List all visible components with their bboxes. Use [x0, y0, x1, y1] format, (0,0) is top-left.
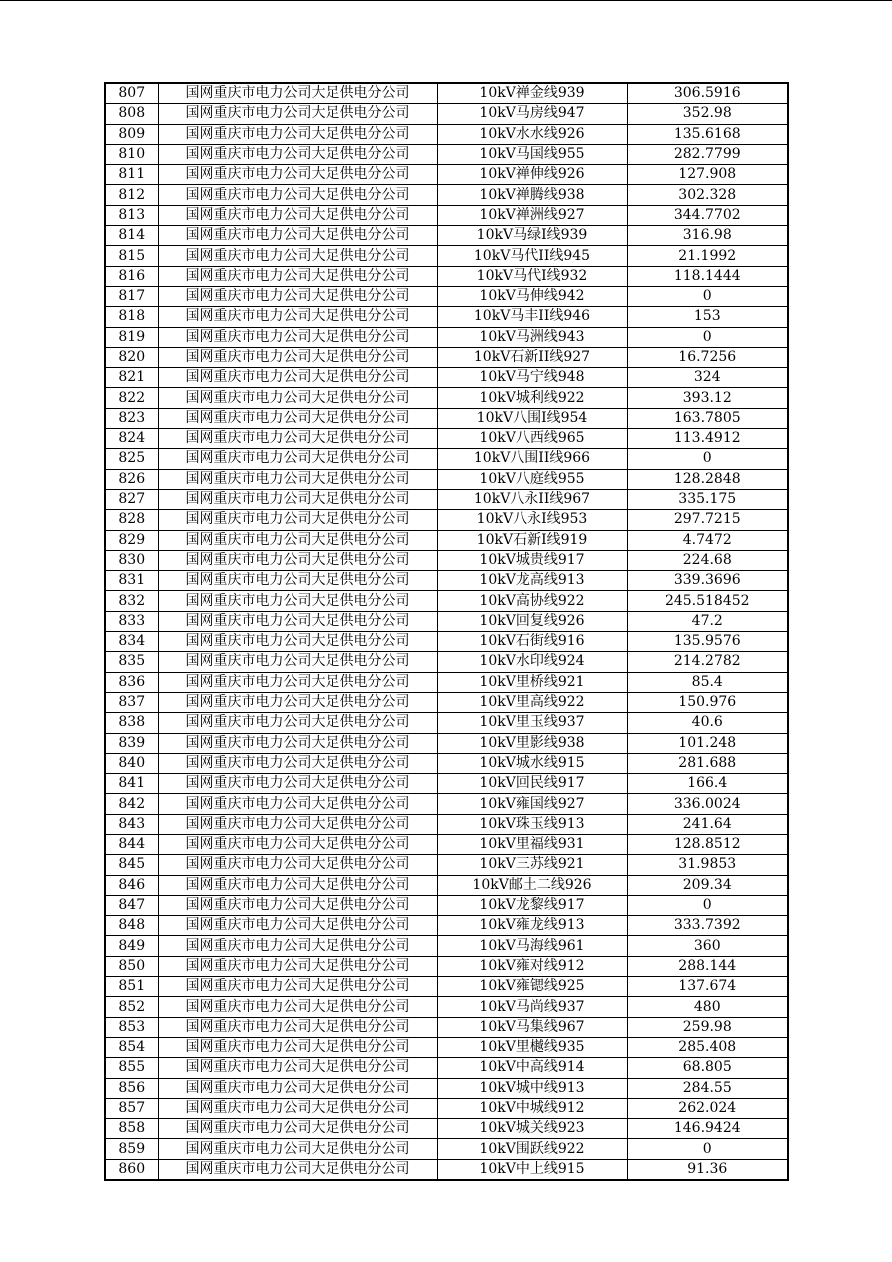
- company-cell: 国网重庆市电力公司大足供电分公司: [158, 205, 437, 225]
- value-cell: 85.4: [627, 672, 788, 692]
- company-cell: 国网重庆市电力公司大足供电分公司: [158, 956, 437, 976]
- row-number-cell: 831: [105, 571, 158, 591]
- row-number-cell: 847: [105, 895, 158, 915]
- line-name-cell: 10kV里玉线937: [437, 713, 627, 733]
- row-number-cell: 838: [105, 713, 158, 733]
- line-name-cell: 10kV马国线955: [437, 144, 627, 164]
- row-number-cell: 848: [105, 916, 158, 936]
- row-number-cell: 860: [105, 1159, 158, 1180]
- table-row: [105, 388, 788, 408]
- value-cell: 4.7472: [627, 530, 788, 550]
- line-name-cell: 10kV城水线915: [437, 753, 627, 773]
- line-name-cell: 10kV马代II线945: [437, 246, 627, 266]
- table-row: [105, 449, 788, 469]
- line-name-cell: 10kV马绿I线939: [437, 226, 627, 246]
- value-cell: 0: [627, 449, 788, 469]
- row-number-cell: 820: [105, 347, 158, 367]
- value-cell: 336.0024: [627, 794, 788, 814]
- table-row: [105, 1058, 788, 1078]
- line-name-cell: 10kV三苏线921: [437, 855, 627, 875]
- value-cell: 284.55: [627, 1078, 788, 1098]
- value-cell: 31.9853: [627, 855, 788, 875]
- row-number-cell: 849: [105, 936, 158, 956]
- company-cell: 国网重庆市电力公司大足供电分公司: [158, 733, 437, 753]
- company-cell: 国网重庆市电力公司大足供电分公司: [158, 977, 437, 997]
- line-name-cell: 10kV龙高线913: [437, 571, 627, 591]
- value-cell: 360: [627, 936, 788, 956]
- company-cell: 国网重庆市电力公司大足供电分公司: [158, 165, 437, 185]
- value-cell: 68.805: [627, 1058, 788, 1078]
- value-cell: 245.518452: [627, 591, 788, 611]
- line-name-cell: 10kV里高线922: [437, 692, 627, 712]
- line-name-cell: 10kV回复线926: [437, 611, 627, 631]
- value-cell: 137.674: [627, 977, 788, 997]
- value-cell: 118.1444: [627, 266, 788, 286]
- company-cell: 国网重庆市电力公司大足供电分公司: [158, 753, 437, 773]
- table-row: [105, 977, 788, 997]
- value-cell: 306.5916: [627, 83, 788, 104]
- table-row: [105, 1139, 788, 1159]
- line-name-cell: 10kV马集线967: [437, 1017, 627, 1037]
- value-cell: 47.2: [627, 611, 788, 631]
- line-name-cell: 10kV八永I线953: [437, 510, 627, 530]
- line-name-cell: 10kV雍对线912: [437, 956, 627, 976]
- line-name-cell: 10kV马丰II线946: [437, 307, 627, 327]
- row-number-cell: 842: [105, 794, 158, 814]
- table-row: [105, 855, 788, 875]
- table-row: [105, 997, 788, 1017]
- value-cell: 281.688: [627, 753, 788, 773]
- row-number-cell: 841: [105, 774, 158, 794]
- company-cell: 国网重庆市电力公司大足供电分公司: [158, 855, 437, 875]
- value-cell: 224.68: [627, 550, 788, 570]
- row-number-cell: 855: [105, 1058, 158, 1078]
- row-number-cell: 822: [105, 388, 158, 408]
- table-body: [105, 83, 788, 1180]
- value-cell: 209.34: [627, 875, 788, 895]
- table-row: [105, 632, 788, 652]
- table-row: [105, 347, 788, 367]
- row-number-cell: 857: [105, 1098, 158, 1118]
- line-name-cell: 10kV珠玉线913: [437, 814, 627, 834]
- value-cell: 113.4912: [627, 429, 788, 449]
- company-cell: 国网重庆市电力公司大足供电分公司: [158, 652, 437, 672]
- line-name-cell: 10kV雍国线927: [437, 794, 627, 814]
- company-cell: 国网重庆市电力公司大足供电分公司: [158, 550, 437, 570]
- row-number-cell: 809: [105, 124, 158, 144]
- row-number-cell: 825: [105, 449, 158, 469]
- company-cell: 国网重庆市电力公司大足供电分公司: [158, 104, 437, 124]
- table-row: [105, 408, 788, 428]
- company-cell: 国网重庆市电力公司大足供电分公司: [158, 591, 437, 611]
- value-cell: 297.7215: [627, 510, 788, 530]
- line-name-cell: 10kV禅腾线938: [437, 185, 627, 205]
- table-row: [105, 571, 788, 591]
- company-cell: 国网重庆市电力公司大足供电分公司: [158, 1119, 437, 1139]
- line-name-cell: 10kV城中线913: [437, 1078, 627, 1098]
- company-cell: 国网重庆市电力公司大足供电分公司: [158, 713, 437, 733]
- line-name-cell: 10kV石街线916: [437, 632, 627, 652]
- table-row: [105, 936, 788, 956]
- company-cell: 国网重庆市电力公司大足供电分公司: [158, 936, 437, 956]
- value-cell: 214.2782: [627, 652, 788, 672]
- company-cell: 国网重庆市电力公司大足供电分公司: [158, 1159, 437, 1180]
- row-number-cell: 843: [105, 814, 158, 834]
- line-name-cell: 10kV马宁线948: [437, 368, 627, 388]
- table-row: [105, 875, 788, 895]
- table-row: [105, 713, 788, 733]
- line-name-cell: 10kV马尚线937: [437, 997, 627, 1017]
- company-cell: 国网重庆市电力公司大足供电分公司: [158, 388, 437, 408]
- table-row: [105, 591, 788, 611]
- table-row: [105, 144, 788, 164]
- company-cell: 国网重庆市电力公司大足供电分公司: [158, 571, 437, 591]
- value-cell: 91.36: [627, 1159, 788, 1180]
- row-number-cell: 817: [105, 286, 158, 306]
- company-cell: 国网重庆市电力公司大足供电分公司: [158, 307, 437, 327]
- row-number-cell: 814: [105, 226, 158, 246]
- company-cell: 国网重庆市电力公司大足供电分公司: [158, 327, 437, 347]
- line-name-cell: 10kV城关线923: [437, 1119, 627, 1139]
- company-cell: 国网重庆市电力公司大足供电分公司: [158, 408, 437, 428]
- row-number-cell: 813: [105, 205, 158, 225]
- row-number-cell: 839: [105, 733, 158, 753]
- value-cell: 101.248: [627, 733, 788, 753]
- row-number-cell: 859: [105, 1139, 158, 1159]
- value-cell: 316.98: [627, 226, 788, 246]
- value-cell: 135.6168: [627, 124, 788, 144]
- table-row: [105, 226, 788, 246]
- table-row: [105, 733, 788, 753]
- line-name-cell: 10kV里桥线921: [437, 672, 627, 692]
- table-row: [105, 1119, 788, 1139]
- page-top-border: [0, 0, 892, 1]
- company-cell: 国网重庆市电力公司大足供电分公司: [158, 83, 437, 104]
- table-row: [105, 956, 788, 976]
- line-name-cell: 10kV禅洲线927: [437, 205, 627, 225]
- row-number-cell: 832: [105, 591, 158, 611]
- line-name-cell: 10kV石新II线927: [437, 347, 627, 367]
- value-cell: 128.2848: [627, 469, 788, 489]
- company-cell: 国网重庆市电力公司大足供电分公司: [158, 144, 437, 164]
- line-name-cell: 10kV邮土二线926: [437, 875, 627, 895]
- row-number-cell: 815: [105, 246, 158, 266]
- value-cell: 352.98: [627, 104, 788, 124]
- table-row: [105, 1098, 788, 1118]
- table-row: [105, 489, 788, 509]
- company-cell: 国网重庆市电力公司大足供电分公司: [158, 286, 437, 306]
- line-name-cell: 10kV石新I线919: [437, 530, 627, 550]
- value-cell: 128.8512: [627, 834, 788, 854]
- table-row: [105, 814, 788, 834]
- company-cell: 国网重庆市电力公司大足供电分公司: [158, 429, 437, 449]
- value-cell: 16.7256: [627, 347, 788, 367]
- company-cell: 国网重庆市电力公司大足供电分公司: [158, 875, 437, 895]
- table-row: [105, 429, 788, 449]
- table-row: [105, 611, 788, 631]
- value-cell: 163.7805: [627, 408, 788, 428]
- value-cell: 344.7702: [627, 205, 788, 225]
- company-cell: 国网重庆市电力公司大足供电分公司: [158, 449, 437, 469]
- row-number-cell: 835: [105, 652, 158, 672]
- row-number-cell: 828: [105, 510, 158, 530]
- row-number-cell: 829: [105, 530, 158, 550]
- value-cell: 262.024: [627, 1098, 788, 1118]
- company-cell: 国网重庆市电力公司大足供电分公司: [158, 611, 437, 631]
- row-number-cell: 807: [105, 83, 158, 104]
- data-table: [104, 82, 789, 1181]
- value-cell: 288.144: [627, 956, 788, 976]
- row-number-cell: 856: [105, 1078, 158, 1098]
- row-number-cell: 830: [105, 550, 158, 570]
- row-number-cell: 823: [105, 408, 158, 428]
- line-name-cell: 10kV马海线961: [437, 936, 627, 956]
- table-row: [105, 1037, 788, 1057]
- value-cell: 0: [627, 895, 788, 915]
- company-cell: 国网重庆市电力公司大足供电分公司: [158, 632, 437, 652]
- line-name-cell: 10kV城贵线917: [437, 550, 627, 570]
- value-cell: 0: [627, 327, 788, 347]
- company-cell: 国网重庆市电力公司大足供电分公司: [158, 1037, 437, 1057]
- table-row: [105, 246, 788, 266]
- value-cell: 146.9424: [627, 1119, 788, 1139]
- company-cell: 国网重庆市电力公司大足供电分公司: [158, 916, 437, 936]
- line-name-cell: 10kV八围I线954: [437, 408, 627, 428]
- company-cell: 国网重庆市电力公司大足供电分公司: [158, 530, 437, 550]
- line-name-cell: 10kV里影线938: [437, 733, 627, 753]
- value-cell: 150.976: [627, 692, 788, 712]
- line-name-cell: 10kV中上线915: [437, 1159, 627, 1180]
- table-row: [105, 652, 788, 672]
- table-row: [105, 510, 788, 530]
- company-cell: 国网重庆市电力公司大足供电分公司: [158, 266, 437, 286]
- line-name-cell: 10kV雍龙线913: [437, 916, 627, 936]
- company-cell: 国网重庆市电力公司大足供电分公司: [158, 834, 437, 854]
- company-cell: 国网重庆市电力公司大足供电分公司: [158, 368, 437, 388]
- row-number-cell: 826: [105, 469, 158, 489]
- row-number-cell: 827: [105, 489, 158, 509]
- value-cell: 282.7799: [627, 144, 788, 164]
- value-cell: 335.175: [627, 489, 788, 509]
- row-number-cell: 810: [105, 144, 158, 164]
- company-cell: 国网重庆市电力公司大足供电分公司: [158, 1139, 437, 1159]
- company-cell: 国网重庆市电力公司大足供电分公司: [158, 794, 437, 814]
- table-row: [105, 307, 788, 327]
- table-row: [105, 286, 788, 306]
- line-name-cell: 10kV里福线931: [437, 834, 627, 854]
- value-cell: 241.64: [627, 814, 788, 834]
- value-cell: 302.328: [627, 185, 788, 205]
- table-row: [105, 1159, 788, 1180]
- table-row: [105, 266, 788, 286]
- table-row: [105, 530, 788, 550]
- value-cell: 0: [627, 1139, 788, 1159]
- row-number-cell: 845: [105, 855, 158, 875]
- line-name-cell: 10kV马洲线943: [437, 327, 627, 347]
- line-name-cell: 10kV里樾线935: [437, 1037, 627, 1057]
- row-number-cell: 818: [105, 307, 158, 327]
- line-name-cell: 10kV回民线917: [437, 774, 627, 794]
- value-cell: 259.98: [627, 1017, 788, 1037]
- line-name-cell: 10kV水水线926: [437, 124, 627, 144]
- table-row: [105, 794, 788, 814]
- row-number-cell: 808: [105, 104, 158, 124]
- company-cell: 国网重庆市电力公司大足供电分公司: [158, 1078, 437, 1098]
- company-cell: 国网重庆市电力公司大足供电分公司: [158, 347, 437, 367]
- row-number-cell: 816: [105, 266, 158, 286]
- row-number-cell: 844: [105, 834, 158, 854]
- line-name-cell: 10kV城利线922: [437, 388, 627, 408]
- company-cell: 国网重庆市电力公司大足供电分公司: [158, 1017, 437, 1037]
- row-number-cell: 840: [105, 753, 158, 773]
- row-number-cell: 846: [105, 875, 158, 895]
- table-row: [105, 124, 788, 144]
- table-row: [105, 104, 788, 124]
- table-row: [105, 1078, 788, 1098]
- row-number-cell: 821: [105, 368, 158, 388]
- value-cell: 333.7392: [627, 916, 788, 936]
- table-row: [105, 895, 788, 915]
- table-row: [105, 692, 788, 712]
- table-row: [105, 165, 788, 185]
- row-number-cell: 852: [105, 997, 158, 1017]
- line-name-cell: 10kV八围II线966: [437, 449, 627, 469]
- row-number-cell: 834: [105, 632, 158, 652]
- row-number-cell: 824: [105, 429, 158, 449]
- company-cell: 国网重庆市电力公司大足供电分公司: [158, 489, 437, 509]
- line-name-cell: 10kV水印线924: [437, 652, 627, 672]
- row-number-cell: 836: [105, 672, 158, 692]
- table-row: [105, 83, 788, 104]
- company-cell: 国网重庆市电力公司大足供电分公司: [158, 510, 437, 530]
- value-cell: 339.3696: [627, 571, 788, 591]
- table-row: [105, 327, 788, 347]
- row-number-cell: 819: [105, 327, 158, 347]
- table-row: [105, 469, 788, 489]
- value-cell: 285.408: [627, 1037, 788, 1057]
- value-cell: 21.1992: [627, 246, 788, 266]
- value-cell: 324: [627, 368, 788, 388]
- row-number-cell: 850: [105, 956, 158, 976]
- line-name-cell: 10kV围跃线922: [437, 1139, 627, 1159]
- row-number-cell: 812: [105, 185, 158, 205]
- company-cell: 国网重庆市电力公司大足供电分公司: [158, 1058, 437, 1078]
- company-cell: 国网重庆市电力公司大足供电分公司: [158, 895, 437, 915]
- line-name-cell: 10kV八西线965: [437, 429, 627, 449]
- table-row: [105, 753, 788, 773]
- row-number-cell: 811: [105, 165, 158, 185]
- row-number-cell: 854: [105, 1037, 158, 1057]
- company-cell: 国网重庆市电力公司大足供电分公司: [158, 226, 437, 246]
- value-cell: 0: [627, 286, 788, 306]
- company-cell: 国网重庆市电力公司大足供电分公司: [158, 469, 437, 489]
- value-cell: 166.4: [627, 774, 788, 794]
- line-name-cell: 10kV禅金线939: [437, 83, 627, 104]
- line-name-cell: 10kV中高线914: [437, 1058, 627, 1078]
- company-cell: 国网重庆市电力公司大足供电分公司: [158, 692, 437, 712]
- company-cell: 国网重庆市电力公司大足供电分公司: [158, 814, 437, 834]
- company-cell: 国网重庆市电力公司大足供电分公司: [158, 1098, 437, 1118]
- table-row: [105, 550, 788, 570]
- company-cell: 国网重庆市电力公司大足供电分公司: [158, 774, 437, 794]
- company-cell: 国网重庆市电力公司大足供电分公司: [158, 997, 437, 1017]
- value-cell: 153: [627, 307, 788, 327]
- row-number-cell: 853: [105, 1017, 158, 1037]
- line-name-cell: 10kV八庭线955: [437, 469, 627, 489]
- value-cell: 480: [627, 997, 788, 1017]
- table-row: [105, 672, 788, 692]
- value-cell: 127.908: [627, 165, 788, 185]
- line-name-cell: 10kV中城线912: [437, 1098, 627, 1118]
- company-cell: 国网重庆市电力公司大足供电分公司: [158, 672, 437, 692]
- value-cell: 393.12: [627, 388, 788, 408]
- line-name-cell: 10kV龙黎线917: [437, 895, 627, 915]
- table-row: [105, 1017, 788, 1037]
- row-number-cell: 837: [105, 692, 158, 712]
- company-cell: 国网重庆市电力公司大足供电分公司: [158, 124, 437, 144]
- line-name-cell: 10kV马房线947: [437, 104, 627, 124]
- table-row: [105, 185, 788, 205]
- value-cell: 40.6: [627, 713, 788, 733]
- table-row: [105, 916, 788, 936]
- line-name-cell: 10kV马伸线942: [437, 286, 627, 306]
- line-name-cell: 10kV雍锶线925: [437, 977, 627, 997]
- line-name-cell: 10kV禅伸线926: [437, 165, 627, 185]
- line-name-cell: 10kV八永II线967: [437, 489, 627, 509]
- line-name-cell: 10kV马代I线932: [437, 266, 627, 286]
- table-row: [105, 834, 788, 854]
- line-name-cell: 10kV高协线922: [437, 591, 627, 611]
- row-number-cell: 833: [105, 611, 158, 631]
- table-row: [105, 205, 788, 225]
- table-row: [105, 774, 788, 794]
- table-row: [105, 368, 788, 388]
- value-cell: 135.9576: [627, 632, 788, 652]
- company-cell: 国网重庆市电力公司大足供电分公司: [158, 185, 437, 205]
- row-number-cell: 858: [105, 1119, 158, 1139]
- company-cell: 国网重庆市电力公司大足供电分公司: [158, 246, 437, 266]
- row-number-cell: 851: [105, 977, 158, 997]
